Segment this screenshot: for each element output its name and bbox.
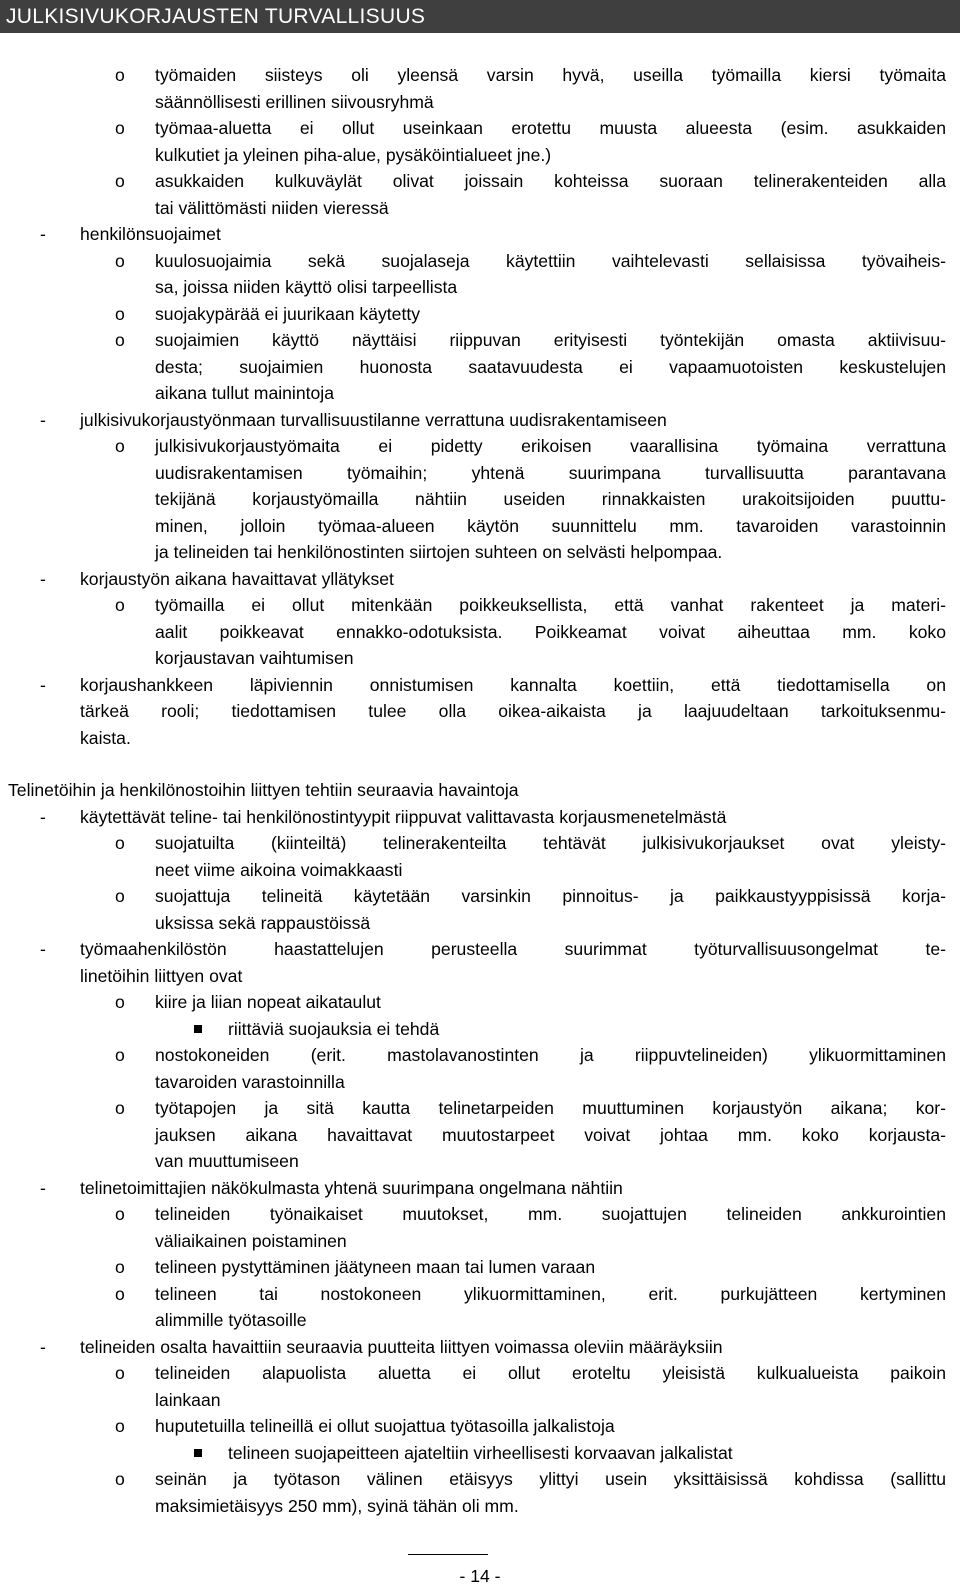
text-line	[8, 142, 946, 169]
line-text: desta; suojaimien huonosta saatavuudesta ei vapaamuotoisten keskustelujen	[155, 356, 946, 377]
line-text: tavaroiden varastoinnilla	[155, 1071, 345, 1092]
line-text: korjaushankkeen läpiviennin onnistumisen kannalta koettiin, että tiedottamisella on	[80, 674, 946, 695]
paragraph-gap	[8, 751, 946, 777]
dash-bullet: -	[40, 939, 46, 959]
o-bullet: o	[115, 1204, 125, 1224]
line-text: suojaimien käyttö näyttäisi riippuvan erityisesti työntekijän omasta aktiivisuu-	[155, 330, 946, 350]
text-line	[8, 1440, 946, 1467]
line-text: julkisivukorjaustyönmaan turvallisuustilanne verrattuna uudisrakentamiseen	[80, 409, 667, 430]
line-text: uksissa sekä rappaustöissä	[155, 912, 371, 933]
o-bullet: o	[115, 65, 125, 85]
line-text: telineen tai nostokoneen ylikuormittaminen, erit. purkujätteen kertyminen	[155, 1283, 946, 1304]
line-text: korjaustavan vaihtumisen	[155, 648, 354, 668]
text-line	[8, 698, 946, 725]
line-text: julkisivukorjaustyömaita ei pidetty erikoisen vaarallisina työmaina verrattuna	[155, 436, 946, 456]
text-line	[8, 354, 946, 381]
line-text: jauksen aikana havaittavat muutostarpeet voivat johtaa mm. koko korjausta-	[155, 1124, 946, 1145]
line-text: nostokoneiden (erit. mastolavanostinten ja riippuvtelineiden) ylikuormittaminen	[155, 1045, 946, 1065]
text-line	[8, 804, 946, 831]
line-text: huputetuilla telineillä ei ollut suojattua työtasoilla jalkalistoja	[155, 1416, 615, 1436]
text-line	[8, 1334, 946, 1361]
text-line	[8, 380, 946, 407]
line-text: neet viime aikoina voimakkaasti	[155, 859, 403, 880]
text-line	[8, 1466, 946, 1493]
line-text: työmaiden siisteys oli yleensä varsin hyvä, useilla työmailla kiersi työmaita	[155, 65, 946, 85]
o-bullet: o	[115, 1257, 125, 1277]
line-text: korjaustyön aikana havaittavat yllätykset	[80, 568, 394, 589]
o-bullet: o	[115, 595, 125, 615]
line-text: säännöllisesti erillinen siivousryhmä	[155, 91, 434, 112]
line-text: tekijänä korjaustyömailla nähtiin useiden rinnakkaisten urakoitsijoiden puuttu-	[155, 489, 946, 509]
text-line	[8, 989, 946, 1016]
dash-bullet: -	[40, 806, 46, 827]
text-line	[8, 407, 946, 434]
text-line	[8, 566, 946, 593]
text-line	[8, 539, 946, 566]
text-line	[8, 883, 946, 910]
line-text: telineen suojapeitteen ajateltiin virheellisesti korvaavan jalkalistat	[228, 1442, 733, 1463]
o-bullet: o	[115, 1098, 125, 1118]
text-line	[8, 936, 946, 963]
text-line	[8, 460, 946, 487]
line-text: riittäviä suojauksia ei tehdä	[228, 1018, 440, 1039]
text-line	[8, 195, 946, 222]
line-text: kaista.	[80, 727, 131, 748]
text-line	[8, 857, 946, 884]
text-line	[8, 1387, 946, 1414]
line-text: väliaikainen poistaminen	[155, 1230, 347, 1251]
line-text: työtapojen ja sitä kautta telinetarpeiden muuttuminen korjaustyön aikana; kor-	[155, 1098, 946, 1118]
text-line	[8, 725, 946, 752]
line-text: seinän ja työtason välinen etäisyys ylittyi usein yksittäisissä kohdissa (sallittu	[155, 1469, 946, 1489]
dash-bullet: -	[40, 674, 46, 695]
page-number: - 14 -	[459, 1566, 501, 1586]
o-bullet: o	[115, 171, 125, 191]
line-text: työmaa-aluetta ei ollut useinkaan erotettu muusta alueesta (esim. asukkaiden	[155, 118, 946, 138]
text-line	[8, 1069, 946, 1096]
line-text: Telinetöihin ja henkilönostoihin liittyen tehtiin seuraavia havaintoja	[8, 780, 519, 800]
text-line	[8, 777, 946, 804]
text-line	[8, 1122, 946, 1149]
o-bullet: o	[115, 833, 125, 853]
text-line	[8, 274, 946, 301]
line-text: aalit poikkeavat ennakko-odotuksista. Poikkeamat voivat aiheuttaa mm. koko	[155, 621, 946, 642]
line-text: kuulosuojaimia sekä suojalaseja käytettiin vaihtelevasti sellaisissa työvaiheis-	[155, 250, 946, 271]
text-line	[8, 301, 946, 328]
o-bullet: o	[115, 303, 125, 324]
line-text: telineiden osalta havaittiin seuraavia puutteita liittyen voimassa oleviin määräyksiin	[80, 1336, 723, 1357]
text-line	[8, 592, 946, 619]
o-bullet: o	[115, 436, 125, 456]
text-line	[8, 62, 946, 89]
o-bullet: o	[115, 992, 125, 1012]
text-line	[8, 168, 946, 195]
text-line	[8, 327, 946, 354]
line-text: kulkutiet ja yleinen piha-alue, pysäköintialueet jne.)	[155, 144, 552, 165]
running-header: JULKISIVUKORJAUSTEN TURVALLISUUS	[0, 0, 960, 33]
square-bullet-icon	[194, 1449, 202, 1457]
o-bullet: o	[115, 1363, 125, 1383]
text-line	[8, 221, 946, 248]
text-line	[8, 1493, 946, 1520]
text-line	[8, 248, 946, 275]
o-bullet: o	[115, 1283, 125, 1304]
text-line	[8, 645, 946, 672]
text-line	[8, 486, 946, 513]
o-bullet: o	[115, 330, 125, 350]
o-bullet: o	[115, 1469, 125, 1489]
square-bullet-icon	[194, 1025, 202, 1033]
text-line	[8, 1281, 946, 1308]
text-line	[8, 1201, 946, 1228]
document-body	[8, 62, 946, 1519]
line-text: telineiden alapuolista aluetta ei ollut eroteltu yleisistä kulkualueista paikoin	[155, 1363, 946, 1383]
line-text: linetöihin liittyen ovat	[80, 965, 243, 986]
text-line	[8, 115, 946, 142]
line-text: käytettävät teline- tai henkilönostintyypit riippuvat valittavasta korjausmenetelmästä	[80, 806, 727, 827]
dash-bullet: -	[40, 1177, 46, 1198]
text-line	[8, 910, 946, 937]
line-text: asukkaiden kulkuväylät olivat joissain kohteissa suoraan telinerakenteiden alla	[155, 171, 946, 191]
line-text: alimmille työtasoille	[155, 1310, 307, 1330]
line-text: aikana tullut mainintoja	[155, 383, 334, 403]
line-text: suojattuja telineitä käytetään varsinkin pinnoitus- ja paikkaustyyppisissä korja-	[155, 886, 946, 906]
text-line	[8, 1228, 946, 1255]
text-line	[8, 963, 946, 990]
text-line	[8, 1095, 946, 1122]
line-text: tärkeä rooli; tiedottamisen tulee olla oikea-aikaista ja laajuudeltaan tarkoituksenmu-	[80, 701, 946, 721]
text-line	[8, 672, 946, 699]
line-text: työmaahenkilöstön haastattelujen perusteella suurimmat työturvallisuusongelmat te-	[80, 939, 946, 959]
o-bullet: o	[115, 1045, 125, 1065]
footer-rule	[408, 1554, 488, 1555]
dash-bullet: -	[40, 568, 46, 589]
line-text: kiire ja liian nopeat aikataulut	[155, 992, 381, 1012]
line-text: uudisrakentamisen työmaihin; yhtenä suurimpana turvallisuutta parantavana	[155, 462, 946, 483]
o-bullet: o	[115, 118, 125, 138]
line-text: telineiden työnaikaiset muutokset, mm. suojattujen telineiden ankkurointien	[155, 1204, 946, 1224]
text-line	[8, 1148, 946, 1175]
o-bullet: o	[115, 1416, 125, 1436]
line-text: sa, joissa niiden käyttö olisi tarpeellista	[155, 277, 458, 297]
text-line	[8, 1307, 946, 1334]
text-line	[8, 1254, 946, 1281]
text-line	[8, 1360, 946, 1387]
dash-bullet: -	[40, 1336, 46, 1357]
text-line	[8, 433, 946, 460]
dash-bullet: -	[40, 224, 46, 244]
line-text: työmailla ei ollut mitenkään poikkeuksellista, että vanhat rakenteet ja materi-	[155, 595, 946, 615]
line-text: telineen pystyttäminen jäätyneen maan tai lumen varaan	[155, 1257, 596, 1277]
o-bullet: o	[115, 250, 125, 271]
text-line	[8, 89, 946, 116]
text-line	[8, 1175, 946, 1202]
line-text: suojakypärää ei juurikaan käytetty	[155, 303, 421, 324]
dash-bullet: -	[40, 409, 46, 430]
text-line	[8, 513, 946, 540]
text-line	[8, 1042, 946, 1069]
line-text: henkilönsuojaimet	[80, 224, 221, 244]
text-line	[8, 830, 946, 857]
line-text: tai välittömästi niiden vieressä	[155, 197, 389, 218]
line-text: minen, jolloin työmaa-alueen käytön suunnittelu mm. tavaroiden varastoinnin	[155, 515, 946, 536]
line-text: van muuttumiseen	[155, 1151, 299, 1171]
o-bullet: o	[115, 886, 125, 906]
line-text: maksimietäisyys 250 mm), syinä tähän oli mm.	[155, 1495, 519, 1516]
text-line	[8, 1016, 946, 1043]
line-text: telinetoimittajien näkökulmasta yhtenä suurimpana ongelmana nähtiin	[80, 1177, 623, 1198]
line-text: suojatuilta (kiinteiltä) telinerakenteilta tehtävät julkisivukorjaukset ovat yleisty-	[155, 833, 946, 853]
line-text: ja telineiden tai henkilönostinten siirtojen suhteen on selvästi helpompaa.	[155, 542, 723, 562]
text-line	[8, 619, 946, 646]
line-text: lainkaan	[155, 1389, 221, 1410]
text-line	[8, 1413, 946, 1440]
